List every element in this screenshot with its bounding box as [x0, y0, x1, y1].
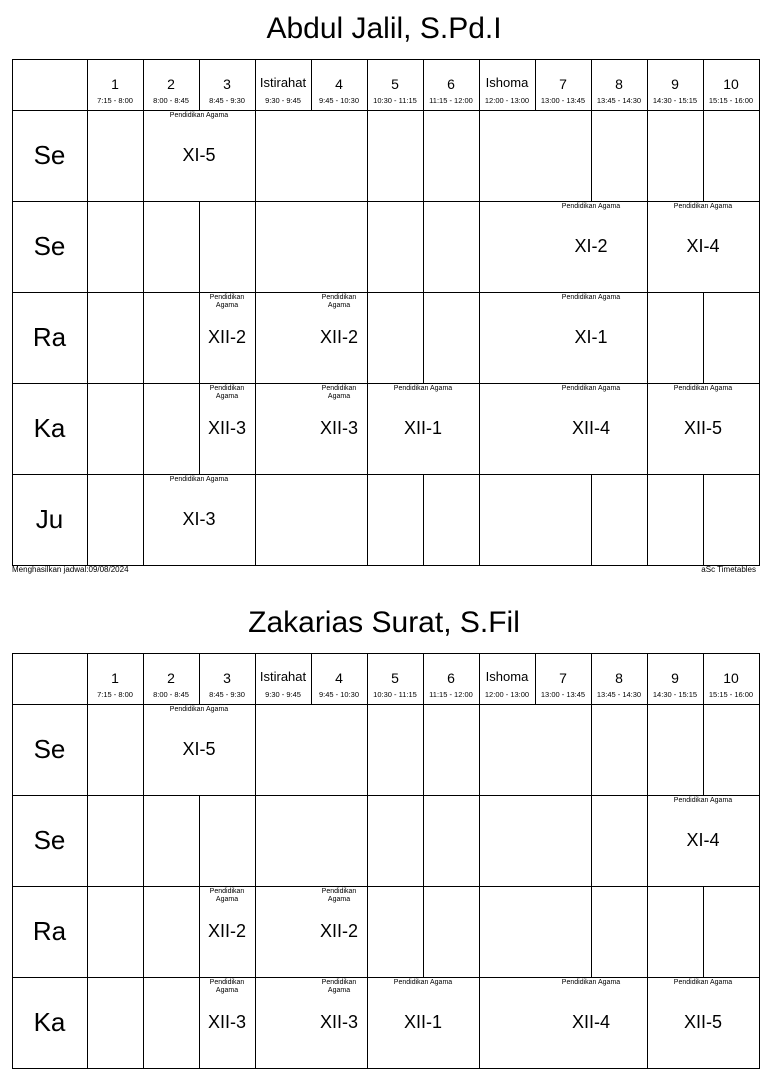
grid-line	[367, 110, 368, 201]
lesson-class: XI-3	[182, 509, 216, 529]
grid-line	[423, 886, 424, 977]
period-number: 6	[447, 76, 455, 92]
lesson-subject: Pendidikan Agama	[321, 888, 357, 903]
period-time: 8:45 - 9:30	[209, 96, 245, 105]
grid-line	[255, 704, 256, 795]
grid-line	[703, 474, 704, 565]
day-label: Ka	[33, 413, 66, 443]
lesson-subject: Pendidikan Agama	[321, 979, 357, 994]
grid-line	[591, 704, 592, 795]
grid-line	[255, 474, 256, 565]
period-number: 7	[559, 76, 567, 92]
lesson-class: XII-2	[319, 327, 358, 347]
lesson-class: XII-2	[207, 921, 246, 941]
lesson-class: XII-3	[319, 418, 358, 438]
timetable-grid	[12, 59, 756, 564]
grid-line	[703, 292, 704, 383]
period-time: 15:15 - 16:00	[708, 96, 754, 105]
lesson-class: XII-3	[207, 418, 246, 438]
grid-line	[255, 383, 256, 474]
period-number: 1	[111, 670, 119, 686]
grid-line	[479, 474, 480, 565]
break-header-label: Istirahat	[259, 75, 307, 90]
grid-line	[199, 201, 200, 292]
period-number: 10	[723, 670, 739, 686]
grid-line	[12, 59, 13, 565]
period-time: 13:45 - 14:30	[596, 96, 642, 105]
lesson-subject: Pendidikan Agama	[673, 203, 733, 210]
period-time: 10:30 - 11:15	[373, 96, 417, 105]
grid-line	[367, 704, 368, 795]
lesson-subject: Pendidikan Agama	[673, 385, 733, 392]
grid-line	[647, 110, 648, 201]
grid-line	[591, 886, 592, 977]
period-number: 5	[391, 670, 399, 686]
lesson-subject: Pendidikan Agama	[673, 979, 733, 986]
grid-line	[423, 201, 424, 292]
grid-line	[703, 886, 704, 977]
grid-line	[759, 653, 760, 1069]
grid-line	[255, 292, 256, 383]
grid-line	[255, 795, 256, 886]
grid-line	[255, 110, 256, 201]
lesson-subject: Pendidikan Agama	[209, 979, 245, 994]
grid-line	[12, 1068, 760, 1069]
period-time: 11:15 - 12:00	[429, 690, 473, 699]
period-number: 6	[447, 670, 455, 686]
period-time: 13:45 - 14:30	[596, 690, 642, 699]
lesson-class: XI-2	[574, 236, 608, 256]
lesson-class: XII-1	[403, 1012, 442, 1032]
day-label: Se	[33, 734, 66, 764]
period-time: 12:00 - 13:00	[484, 96, 530, 105]
grid-line	[479, 704, 480, 795]
grid-line	[423, 704, 424, 795]
period-time: 9:45 - 10:30	[318, 96, 360, 105]
grid-line	[423, 110, 424, 201]
generated-date-note: Menghasilkan jadwal:09/08/2024	[12, 565, 129, 574]
period-number: 4	[335, 670, 343, 686]
period-number: 3	[223, 670, 231, 686]
grid-line	[423, 474, 424, 565]
grid-line	[423, 795, 424, 886]
grid-line	[591, 110, 592, 201]
grid-line	[143, 977, 144, 1068]
day-label: Se	[33, 825, 66, 855]
period-time: 8:45 - 9:30	[209, 690, 245, 699]
grid-line	[479, 886, 480, 977]
period-time: 12:00 - 13:00	[484, 690, 530, 699]
grid-line	[143, 795, 144, 886]
grid-line	[479, 795, 480, 886]
grid-line	[479, 383, 480, 474]
day-label: Ka	[33, 1007, 66, 1037]
grid-line	[367, 201, 368, 292]
period-time: 9:30 - 9:45	[265, 96, 301, 105]
lesson-class: XII-5	[683, 1012, 722, 1032]
day-label: Se	[33, 231, 66, 261]
lesson-subject: Pendidikan Agama	[321, 385, 357, 400]
timetable-title: Zakarias Surat, S.Fil	[248, 606, 520, 639]
lesson-class: XI-5	[182, 145, 216, 165]
day-label: Ju	[35, 504, 64, 534]
lesson-class: XI-1	[574, 327, 608, 347]
grid-line	[703, 110, 704, 201]
grid-line	[647, 474, 648, 565]
grid-line	[759, 59, 760, 566]
day-label: Se	[33, 140, 66, 170]
grid-line	[479, 292, 480, 383]
lesson-subject: Pendidikan Agama	[393, 385, 453, 392]
day-label: Ra	[32, 916, 67, 946]
lesson-class: XII-4	[571, 1012, 610, 1032]
grid-line	[87, 653, 88, 1068]
grid-line	[255, 201, 256, 292]
period-time: 9:45 - 10:30	[318, 690, 360, 699]
day-label: Ra	[32, 322, 67, 352]
lesson-subject: Pendidikan Agama	[169, 476, 229, 483]
period-time: 15:15 - 16:00	[708, 690, 754, 699]
lesson-class: XI-4	[686, 236, 720, 256]
grid-line	[143, 383, 144, 474]
grid-line	[647, 704, 648, 795]
grid-line	[647, 292, 648, 383]
grid-line	[143, 886, 144, 977]
period-time: 9:30 - 9:45	[265, 690, 301, 699]
period-time: 10:30 - 11:15	[373, 690, 417, 699]
lesson-class: XII-3	[319, 1012, 358, 1032]
grid-line	[703, 704, 704, 795]
lesson-subject: Pendidikan Agama	[561, 385, 621, 392]
period-time: 7:15 - 8:00	[97, 96, 133, 105]
software-credit: aSc Timetables	[701, 565, 756, 574]
period-number: 3	[223, 76, 231, 92]
lesson-class: XII-2	[319, 921, 358, 941]
timetable-grid	[12, 653, 756, 1083]
grid-line	[479, 110, 480, 201]
period-number: 2	[167, 76, 175, 92]
grid-line	[367, 292, 368, 383]
period-number: 8	[615, 76, 623, 92]
period-number: 7	[559, 670, 567, 686]
grid-line	[255, 886, 256, 977]
period-time: 14:30 - 15:15	[652, 690, 698, 699]
period-number: 4	[335, 76, 343, 92]
grid-line	[479, 977, 480, 1068]
lesson-subject: Pendidikan Agama	[321, 294, 357, 309]
break-header-label: Istirahat	[259, 669, 307, 684]
grid-line	[143, 201, 144, 292]
lesson-class: XII-2	[207, 327, 246, 347]
break-header-label: Ishoma	[485, 669, 529, 684]
period-number: 5	[391, 76, 399, 92]
grid-line	[423, 292, 424, 383]
lesson-subject: Pendidikan Agama	[169, 706, 229, 713]
grid-line	[479, 201, 480, 292]
lesson-subject: Pendidikan Agama	[561, 294, 621, 301]
grid-line	[591, 795, 592, 886]
period-number: 9	[671, 670, 679, 686]
lesson-subject: Pendidikan Agama	[209, 385, 245, 400]
period-time: 8:00 - 8:45	[153, 690, 189, 699]
period-time: 8:00 - 8:45	[153, 96, 189, 105]
grid-line	[367, 795, 368, 886]
period-time: 7:15 - 8:00	[97, 690, 133, 699]
period-time: 13:00 - 13:45	[540, 690, 586, 699]
period-number: 10	[723, 76, 739, 92]
grid-line	[367, 886, 368, 977]
lesson-class: XII-4	[571, 418, 610, 438]
lesson-class: XI-5	[182, 739, 216, 759]
lesson-subject: Pendidikan Agama	[393, 979, 453, 986]
lesson-subject: Pendidikan Agama	[561, 203, 621, 210]
period-number: 8	[615, 670, 623, 686]
grid-line	[647, 886, 648, 977]
grid-line	[12, 653, 13, 1068]
grid-line	[87, 59, 88, 565]
lesson-subject: Pendidikan Agama	[209, 888, 245, 903]
grid-line	[143, 292, 144, 383]
period-number: 1	[111, 76, 119, 92]
lesson-subject: Pendidikan Agama	[209, 294, 245, 309]
grid-line	[255, 977, 256, 1068]
timetable-title: Abdul Jalil, S.Pd.I	[266, 12, 502, 45]
period-number: 9	[671, 76, 679, 92]
grid-line	[367, 474, 368, 565]
lesson-class: XII-3	[207, 1012, 246, 1032]
lesson-subject: Pendidikan Agama	[561, 979, 621, 986]
lesson-class: XII-5	[683, 418, 722, 438]
period-number: 2	[167, 670, 175, 686]
grid-line	[199, 795, 200, 886]
break-header-label: Ishoma	[485, 75, 529, 90]
lesson-class: XI-4	[686, 830, 720, 850]
lesson-subject: Pendidikan Agama	[169, 112, 229, 119]
lesson-class: XII-1	[403, 418, 442, 438]
period-time: 11:15 - 12:00	[429, 96, 473, 105]
lesson-subject: Pendidikan Agama	[673, 797, 733, 804]
period-time: 13:00 - 13:45	[540, 96, 586, 105]
grid-line	[591, 474, 592, 565]
period-time: 14:30 - 15:15	[652, 96, 698, 105]
